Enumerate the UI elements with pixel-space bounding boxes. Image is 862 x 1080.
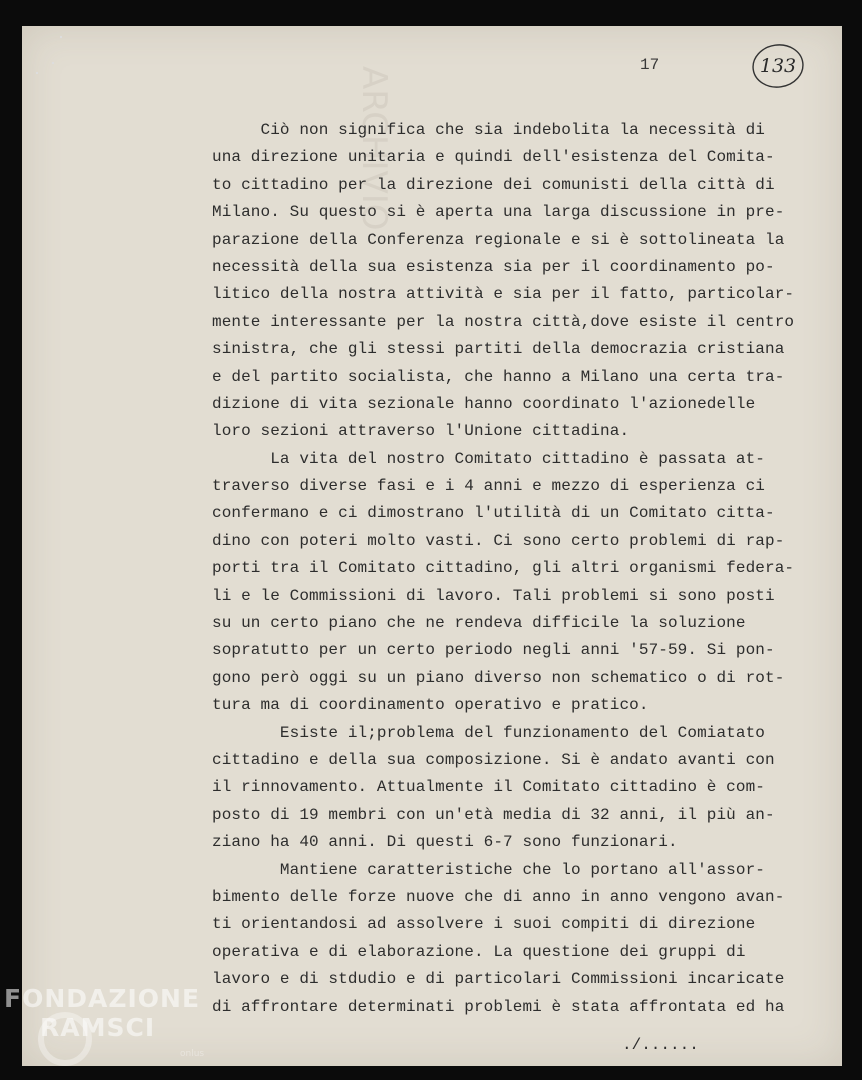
text-line: dino con poteri molto vasti. Ci sono certo problemi di rap- — [212, 531, 785, 550]
dust-speck — [52, 62, 54, 64]
text-line: operativa e di elaborazione. La questione dei gruppi di — [212, 942, 746, 961]
text-line: bimento delle forze nuove che di anno in anno vengono avan- — [212, 887, 785, 906]
text-line: su un certo piano che ne rendeva difficile la soluzione — [212, 614, 746, 633]
page-number: 17 — [640, 56, 660, 74]
watermark-sub: onlus — [180, 1049, 205, 1059]
paragraph — [212, 117, 822, 446]
text-line: La vita del nostro Comitato cittadino è passata at- — [212, 449, 765, 468]
text-line: cittadino e della sua composizione. Si è andato avanti con — [212, 750, 775, 769]
text-line: lavoro e di stdudio e di particolari Commissioni incaricate — [212, 970, 785, 989]
text-line: sinistra, che gli stessi partiti della democrazia cristiana — [212, 340, 785, 359]
text-line: di affrontare determinati problemi è stata affrontata ed ha — [212, 997, 785, 1016]
paragraph — [212, 857, 822, 1021]
text-line: tura ma di coordinamento operativo e pratico. — [212, 696, 649, 715]
text-line: e del partito socialista, che hanno a Milano una certa tra- — [212, 367, 785, 386]
bleed-through-text: ARCHIVIO — [354, 66, 394, 231]
text-line: una direzione unitaria e quindi dell'esistenza del Comita- — [212, 148, 775, 167]
dust-speck — [36, 72, 38, 74]
text-line: mente interessante per la nostra città,dove esiste il centro — [212, 312, 795, 331]
text-line: ti orientandosi ad assolvere i suoi compiti di direzione — [212, 915, 756, 934]
text-line: Esiste il;problema del funzionamento del Comiatato — [212, 723, 765, 742]
paragraph — [212, 446, 822, 720]
text-line: dizione di vita sezionale hanno coordinato l'azionedelle — [212, 394, 756, 413]
text-line: porti tra il Comitato cittadino, gli altri organismi federa- — [212, 559, 795, 578]
text-line: Ciò non significa che sia indebolita la necessità di — [212, 121, 765, 139]
text-line: confermano e ci dimostrano l'utilità di un Comitato citta- — [212, 504, 775, 523]
text-line: posto di 19 membri con un'età media di 32 anni, il più an- — [212, 805, 775, 824]
text-line: loro sezioni attraverso l'Unione cittadina. — [212, 422, 630, 441]
typewritten-text — [212, 117, 822, 1021]
text-line: il rinnovamento. Attualmente il Comitato cittadino è com- — [212, 778, 765, 797]
circled-folio-number — [750, 42, 806, 90]
text-line: ziano ha 40 anni. Di questi 6-7 sono funzionari. — [212, 833, 678, 852]
text-line: parazione della Conferenza regionale e si è sottolineata la — [212, 230, 785, 249]
continuation-mark: ./...... — [622, 1036, 699, 1054]
watermark-line2: RAMSCI — [40, 1013, 156, 1042]
circled-folio-text: 133 — [759, 55, 797, 77]
text-line: Mantiene caratteristiche che lo portano all'assor- — [212, 860, 765, 879]
text-line: sopratutto per un certo periodo negli anni '57-59. Si pon- — [212, 641, 775, 660]
text-line: traverso diverse fasi e i 4 anni e mezzo di esperienza ci — [212, 477, 765, 496]
foundation-watermark — [4, 984, 205, 1059]
watermark-g-logo — [38, 1012, 92, 1066]
text-line: litico della nostra attività e sia per il fatto, particolar- — [212, 285, 795, 304]
text-line: li e le Commissioni di lavoro. Tali problemi si sono posti — [212, 586, 775, 605]
text-line: to cittadino per la direzione dei comunisti della città di — [212, 175, 775, 194]
watermark-line1: FONDAZIONE — [4, 984, 201, 1013]
text-line: Milano. Su questo si è aperta una larga discussione in pre- — [212, 203, 785, 222]
dust-speck — [60, 36, 62, 38]
text-line: necessità della sua esistenza sia per il coordinamento po- — [212, 257, 775, 276]
paragraph — [212, 720, 822, 857]
document-page — [22, 26, 842, 1066]
text-line: gono però oggi su un piano diverso non schematico o di rot- — [212, 668, 785, 687]
